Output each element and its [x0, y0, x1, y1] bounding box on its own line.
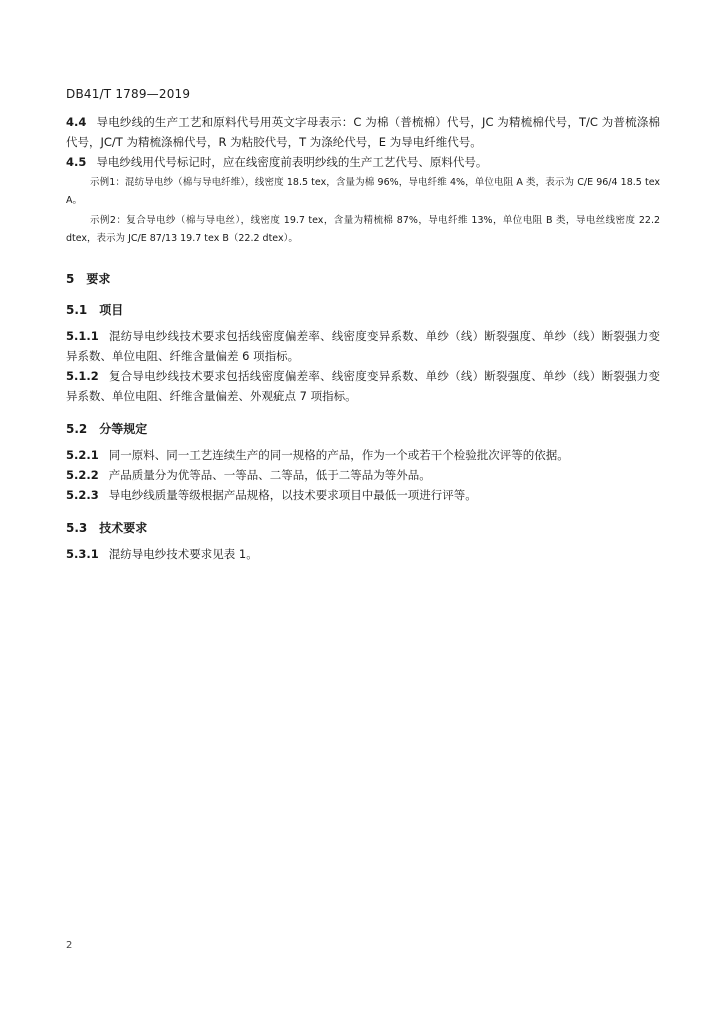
section-title: 要求: [86, 272, 111, 286]
clause-5-2-2: [66, 465, 660, 485]
example-text: 混纺导电纱（棉与导电纤维），线密度 18.5 tex，含量为棉 96%，导电纤维 4%，单位电阻 A 类，表示为 C/E 96/4 18.5 tex A。: [66, 177, 660, 206]
clause-5-2-1: [66, 445, 660, 465]
section-5-1-heading: [66, 301, 660, 318]
clause-number: 4.4: [66, 115, 87, 129]
clause-5-1-2: [66, 366, 660, 406]
clause-5-3-1: [66, 544, 660, 564]
example-label: 示例2：: [90, 215, 127, 226]
example-1: [66, 174, 660, 210]
clause-number: 5.2.2: [66, 468, 99, 482]
clause-5-2-3: [66, 485, 660, 505]
section-title: 项目: [99, 303, 124, 317]
section-5-2-heading: [66, 420, 660, 437]
clause-number: 5.1.2: [66, 369, 99, 383]
clause-text: 复合导电纱线技术要求包括线密度偏差率、线密度变异系数、单纱（线）断裂强度、单纱（线）断裂强力变异系数、单位电阻、纤维含量偏差、外观疵点 7 项指标。: [66, 369, 660, 403]
clause-text: 导电纱线的生产工艺和原料代号用英文字母表示：C 为棉（普梳棉）代号，JC 为精梳棉代号，T/C 为普梳涤棉代号，JC/T 为精梳涤棉代号，R 为粘胶代号，T 为涤纶代号，E 为导电纤维代号。: [66, 115, 660, 149]
example-label: 示例1：: [90, 177, 126, 188]
clause-4-5: [66, 152, 660, 172]
clause-text: 混纺导电纱线技术要求包括线密度偏差率、线密度变异系数、单纱（线）断裂强度、单纱（线）断裂强力变异系数、单位电阻、纤维含量偏差 6 项指标。: [66, 329, 660, 363]
clause-text: 导电纱线质量等级根据产品规格，以技术要求项目中最低一项进行评等。: [108, 488, 477, 502]
clause-5-1-1: [66, 326, 660, 366]
clause-text: 导电纱线用代号标记时，应在线密度前表明纱线的生产工艺代号、原料代号。: [96, 155, 488, 169]
section-title: 分等规定: [99, 422, 148, 436]
section-title: 技术要求: [99, 521, 148, 535]
section-number: 5.3: [66, 521, 88, 535]
example-text: 复合导电纱（棉与导电丝），线密度 19.7 tex，含量为精梳棉 87%，导电纤维 13%，单位电阻 B 类，导电丝线密度 22.2 dtex，表示为 JC/E 87/13 19.7 tex B（22.2 dtex）。: [66, 215, 661, 244]
clause-text: 混纺导电纱技术要求见表 1。: [108, 547, 258, 561]
section-number: 5: [66, 272, 75, 286]
section-5-3-heading: [66, 519, 660, 536]
section-number: 5.1: [66, 303, 88, 317]
section-number: 5.2: [66, 422, 88, 436]
clause-text: 同一原料、同一工艺连续生产的同一规格的产品，作为一个或若干个检验批次评等的依据。: [108, 448, 569, 462]
clause-number: 5.2.3: [66, 488, 99, 502]
clause-text: 产品质量分为优等品、一等品、二等品，低于二等品为等外品。: [108, 468, 431, 482]
page-number: 2: [66, 940, 73, 951]
clause-number: 5.1.1: [66, 329, 99, 343]
clause-4-4: [66, 112, 660, 152]
clause-number: 5.3.1: [66, 547, 99, 561]
document-body: [66, 112, 660, 564]
clause-number: 5.2.1: [66, 448, 99, 462]
section-5-heading: [66, 270, 660, 287]
document-id: DB41/T 1789—2019: [66, 87, 191, 101]
example-2: [66, 212, 660, 248]
clause-number: 4.5: [66, 155, 87, 169]
